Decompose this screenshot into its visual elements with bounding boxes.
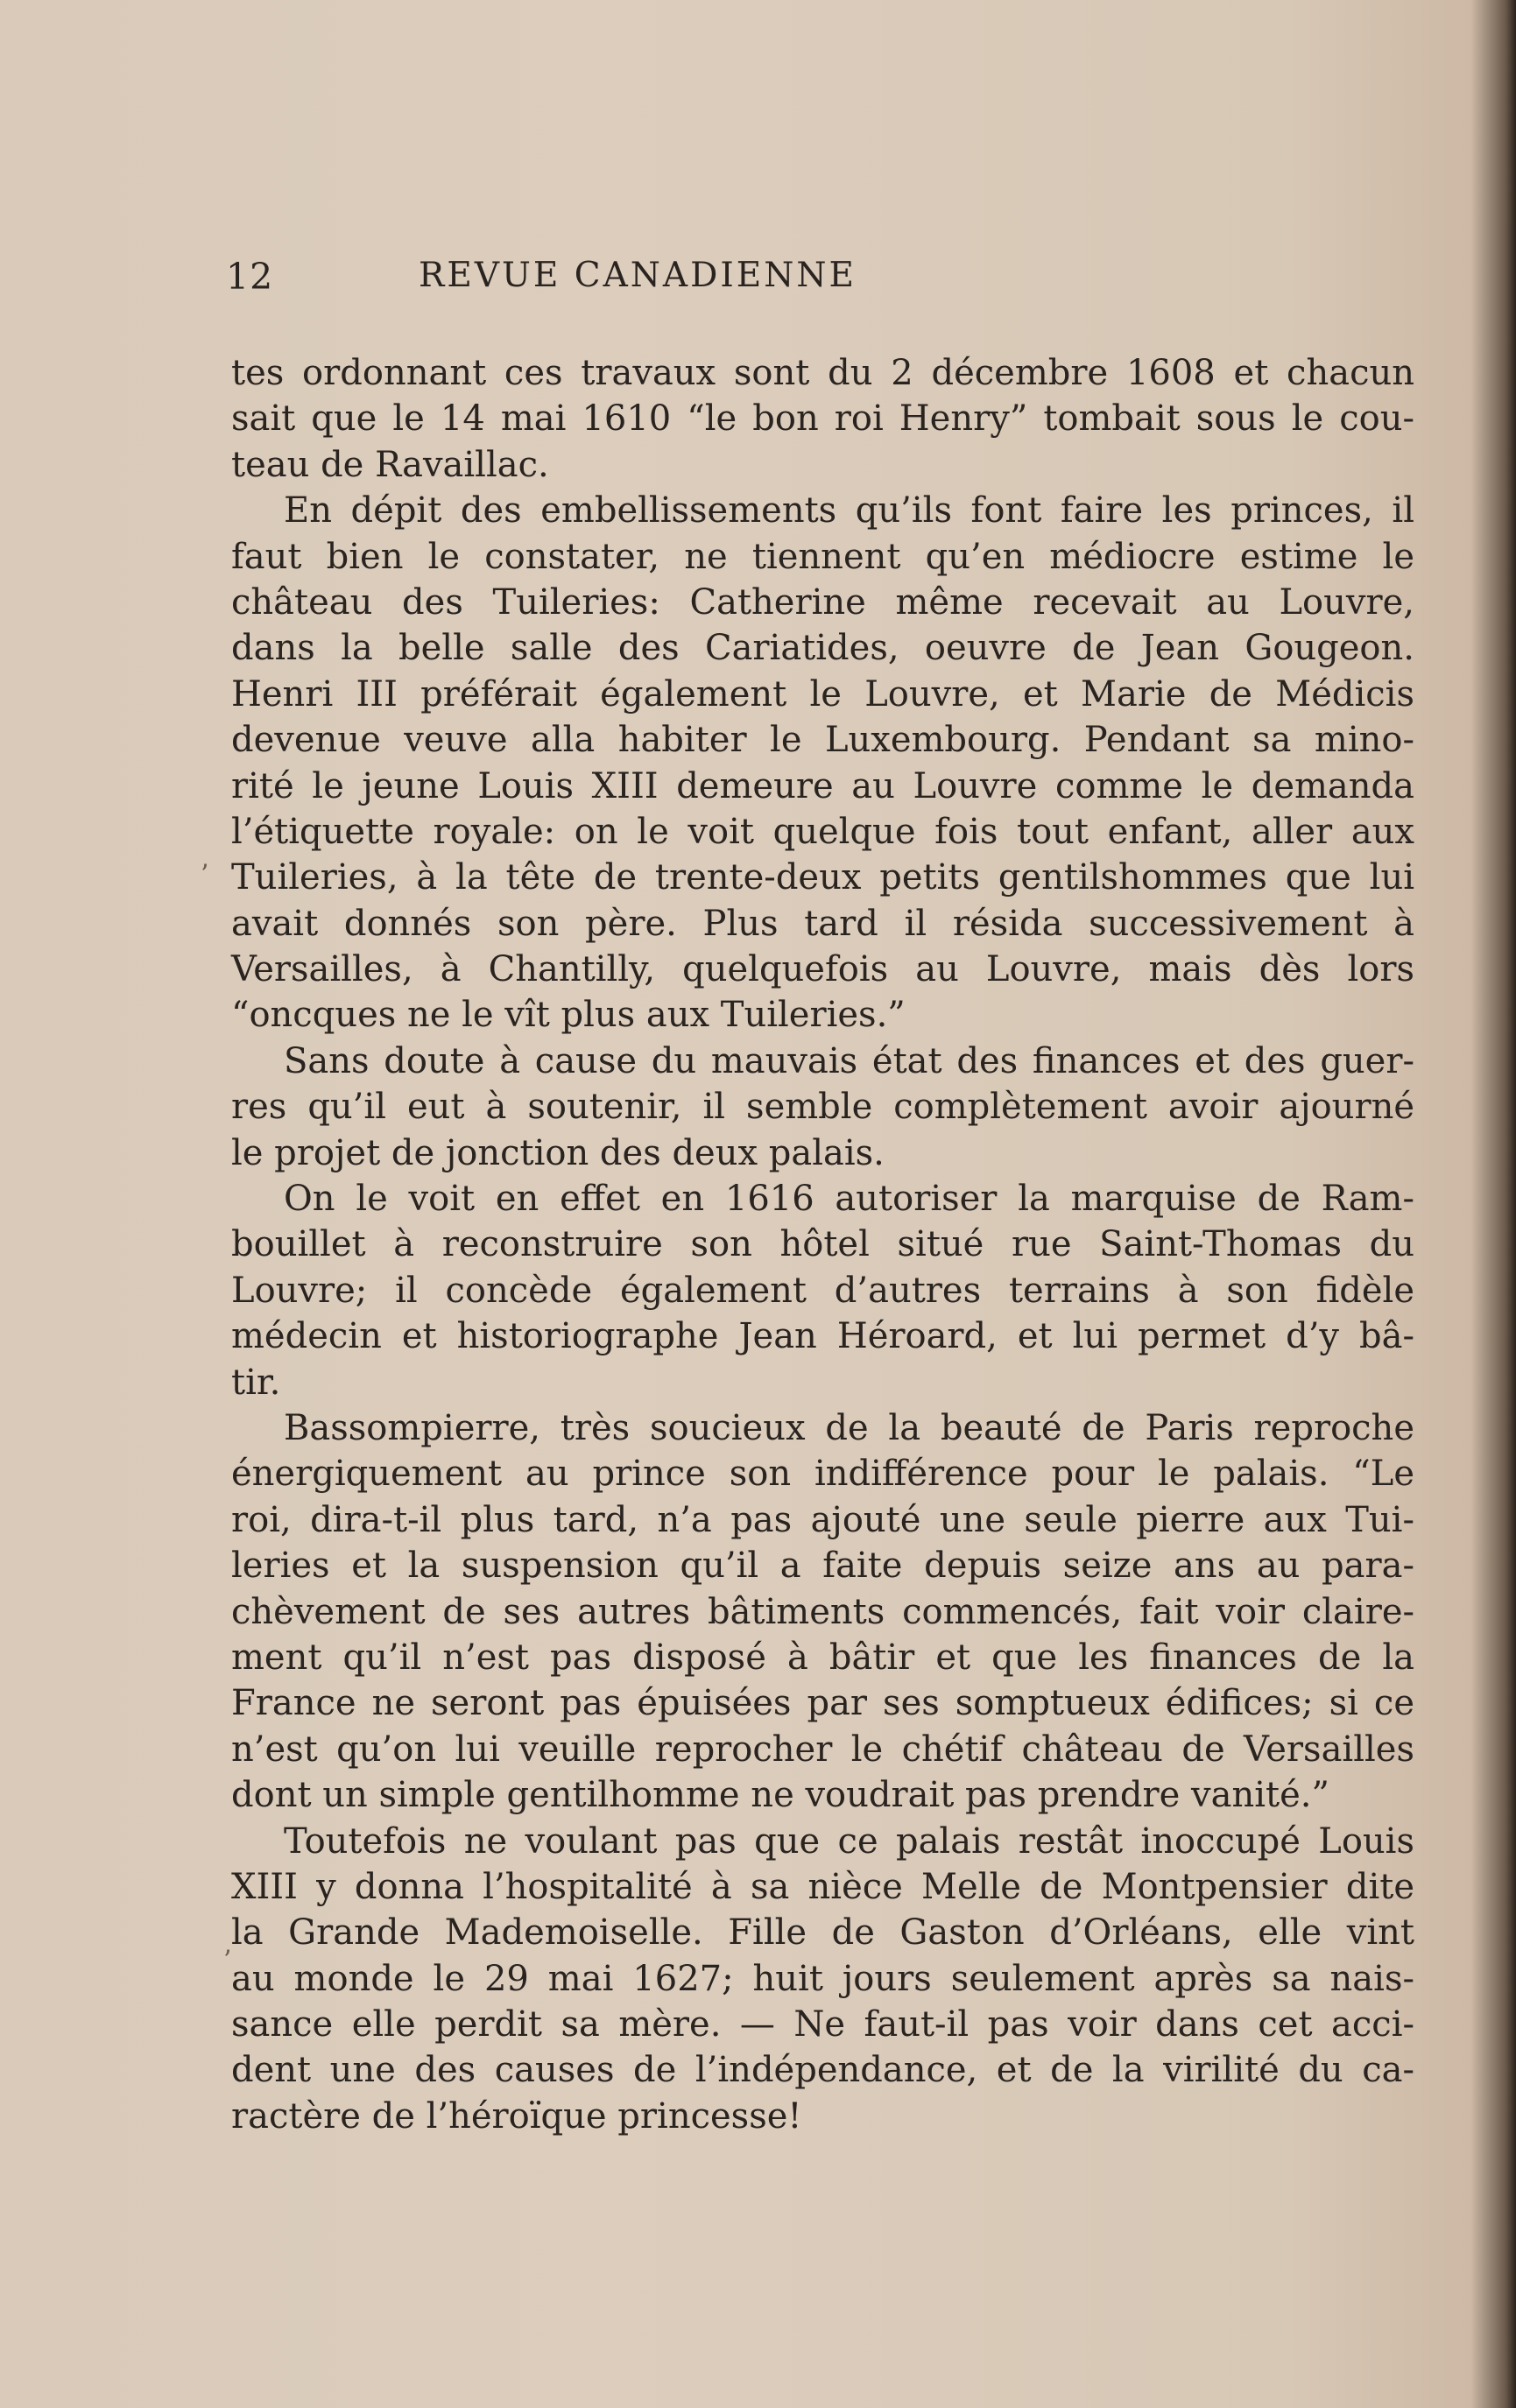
text-line: sance elle perdit sa mère. — Ne faut-il pas voir dans cet acci-	[231, 2004, 1414, 2045]
text-line: XIII y donna l’hospitalité à sa nièce Melle de Montpensier dite	[231, 1866, 1414, 1907]
text-line: sait que le 14 mai 1610 “le bon roi Henry” tombait sous le cou-	[231, 398, 1414, 440]
text-line: Henri III préférait également le Louvre, et Marie de Médicis	[231, 673, 1414, 715]
text-line: tes ordonnant ces travaux sont du 2 décembre 1608 et chacun	[231, 353, 1414, 393]
text-line: Louvre; il concède également d’autres terrains à son fidèle	[231, 1270, 1414, 1311]
text-line: médecin et historiographe Jean Héroard, et lui permet d’y bâ-	[231, 1316, 1414, 1357]
text-line: ment qu’il n’est pas disposé à bâtir et que les finances de la	[231, 1637, 1414, 1678]
text-line: l’étiquette royale: on le voit quelque fois tout enfant, aller aux	[231, 811, 1414, 852]
text-line: dont un simple gentilhomme ne voudrait pas prendre vanité.”	[231, 1775, 1329, 1816]
text-line: Tuileries, à la tête de trente-deux petits gentilshommes que lui	[231, 857, 1414, 898]
text-line: ractère de l’héroïque princesse!	[231, 2095, 802, 2137]
text-line: le projet de jonction des deux palais.	[231, 1132, 885, 1173]
text-line: faut bien le constater, ne tiennent qu’en médiocre estime le	[231, 536, 1414, 577]
running-head: REVUE CANADIENNE	[419, 256, 857, 295]
margin-tick: ʼ	[222, 1946, 231, 1976]
text-line: n’est qu’on lui veuille reprocher le chétif château de Versailles	[231, 1729, 1414, 1770]
text-line: dans la belle salle des Cariatides, oeuvre de Jean Gougeon.	[231, 628, 1414, 669]
text-line: Toutefois ne voulant pas que ce palais restât inoccupé Louis	[284, 1820, 1414, 1862]
text-line: Bassompierre, très soucieux de la beauté de Paris reproche	[284, 1407, 1414, 1448]
text-line: Sans doute à cause du mauvais état des finances et des guer-	[284, 1040, 1414, 1081]
text-line: devenue veuve alla habiter le Luxembourg. Pendant sa mino-	[231, 720, 1414, 761]
text-line: On le voit en effet en 1616 autoriser la marquise de Ram-	[284, 1179, 1414, 1220]
text-line: rité le jeune Louis XIII demeure au Louvre comme le demanda	[231, 765, 1414, 806]
text-line: teau de Ravaillac.	[231, 444, 549, 485]
text-line: chèvement de ses autres bâtiments commencés, fait voir claire-	[231, 1591, 1414, 1632]
text-line: res qu’il eut à soutenir, il semble complètement avoir ajourné	[231, 1087, 1414, 1128]
text-line: France ne seront pas épuisées par ses somptueux édifices; si ce	[231, 1683, 1414, 1724]
text-line: leries et la suspension qu’il a faite depuis seize ans au para-	[231, 1545, 1414, 1587]
text-line: au monde le 29 mai 1627; huit jours seulement après sa nais-	[231, 1958, 1414, 1999]
margin-tick: ʼ	[200, 860, 208, 891]
text-line: En dépit des embellissements qu’ils font faire les princes, il	[284, 490, 1414, 532]
text-line: château des Tuileries: Catherine même recevait au Louvre,	[231, 581, 1414, 623]
text-line: Versailles, à Chantilly, quelquefois au Louvre, mais dès lors	[231, 949, 1414, 990]
page-number: 12	[226, 256, 274, 298]
text-line: roi, dira-t-il plus tard, n’a pas ajouté une seule pierre aux Tui-	[231, 1499, 1414, 1540]
text-line: la Grande Mademoiselle. Fille de Gaston d’Orléans, elle vint	[231, 1912, 1414, 1954]
text-line: avait donnés son père. Plus tard il résida successivement à	[231, 903, 1414, 944]
text-line: bouillet à reconstruire son hôtel situé rue Saint-Thomas du	[231, 1224, 1414, 1265]
text-line: énergiquement au prince son indifférence pour le palais. “Le	[231, 1454, 1414, 1495]
text-line: dent une des causes de l’indépendance, et de la virilité du ca-	[231, 2050, 1414, 2091]
page-header	[226, 256, 1049, 299]
text-line: “oncques ne le vît plus aux Tuileries.”	[231, 995, 906, 1036]
body-text	[231, 350, 1414, 2139]
text-line: tir.	[231, 1362, 281, 1403]
